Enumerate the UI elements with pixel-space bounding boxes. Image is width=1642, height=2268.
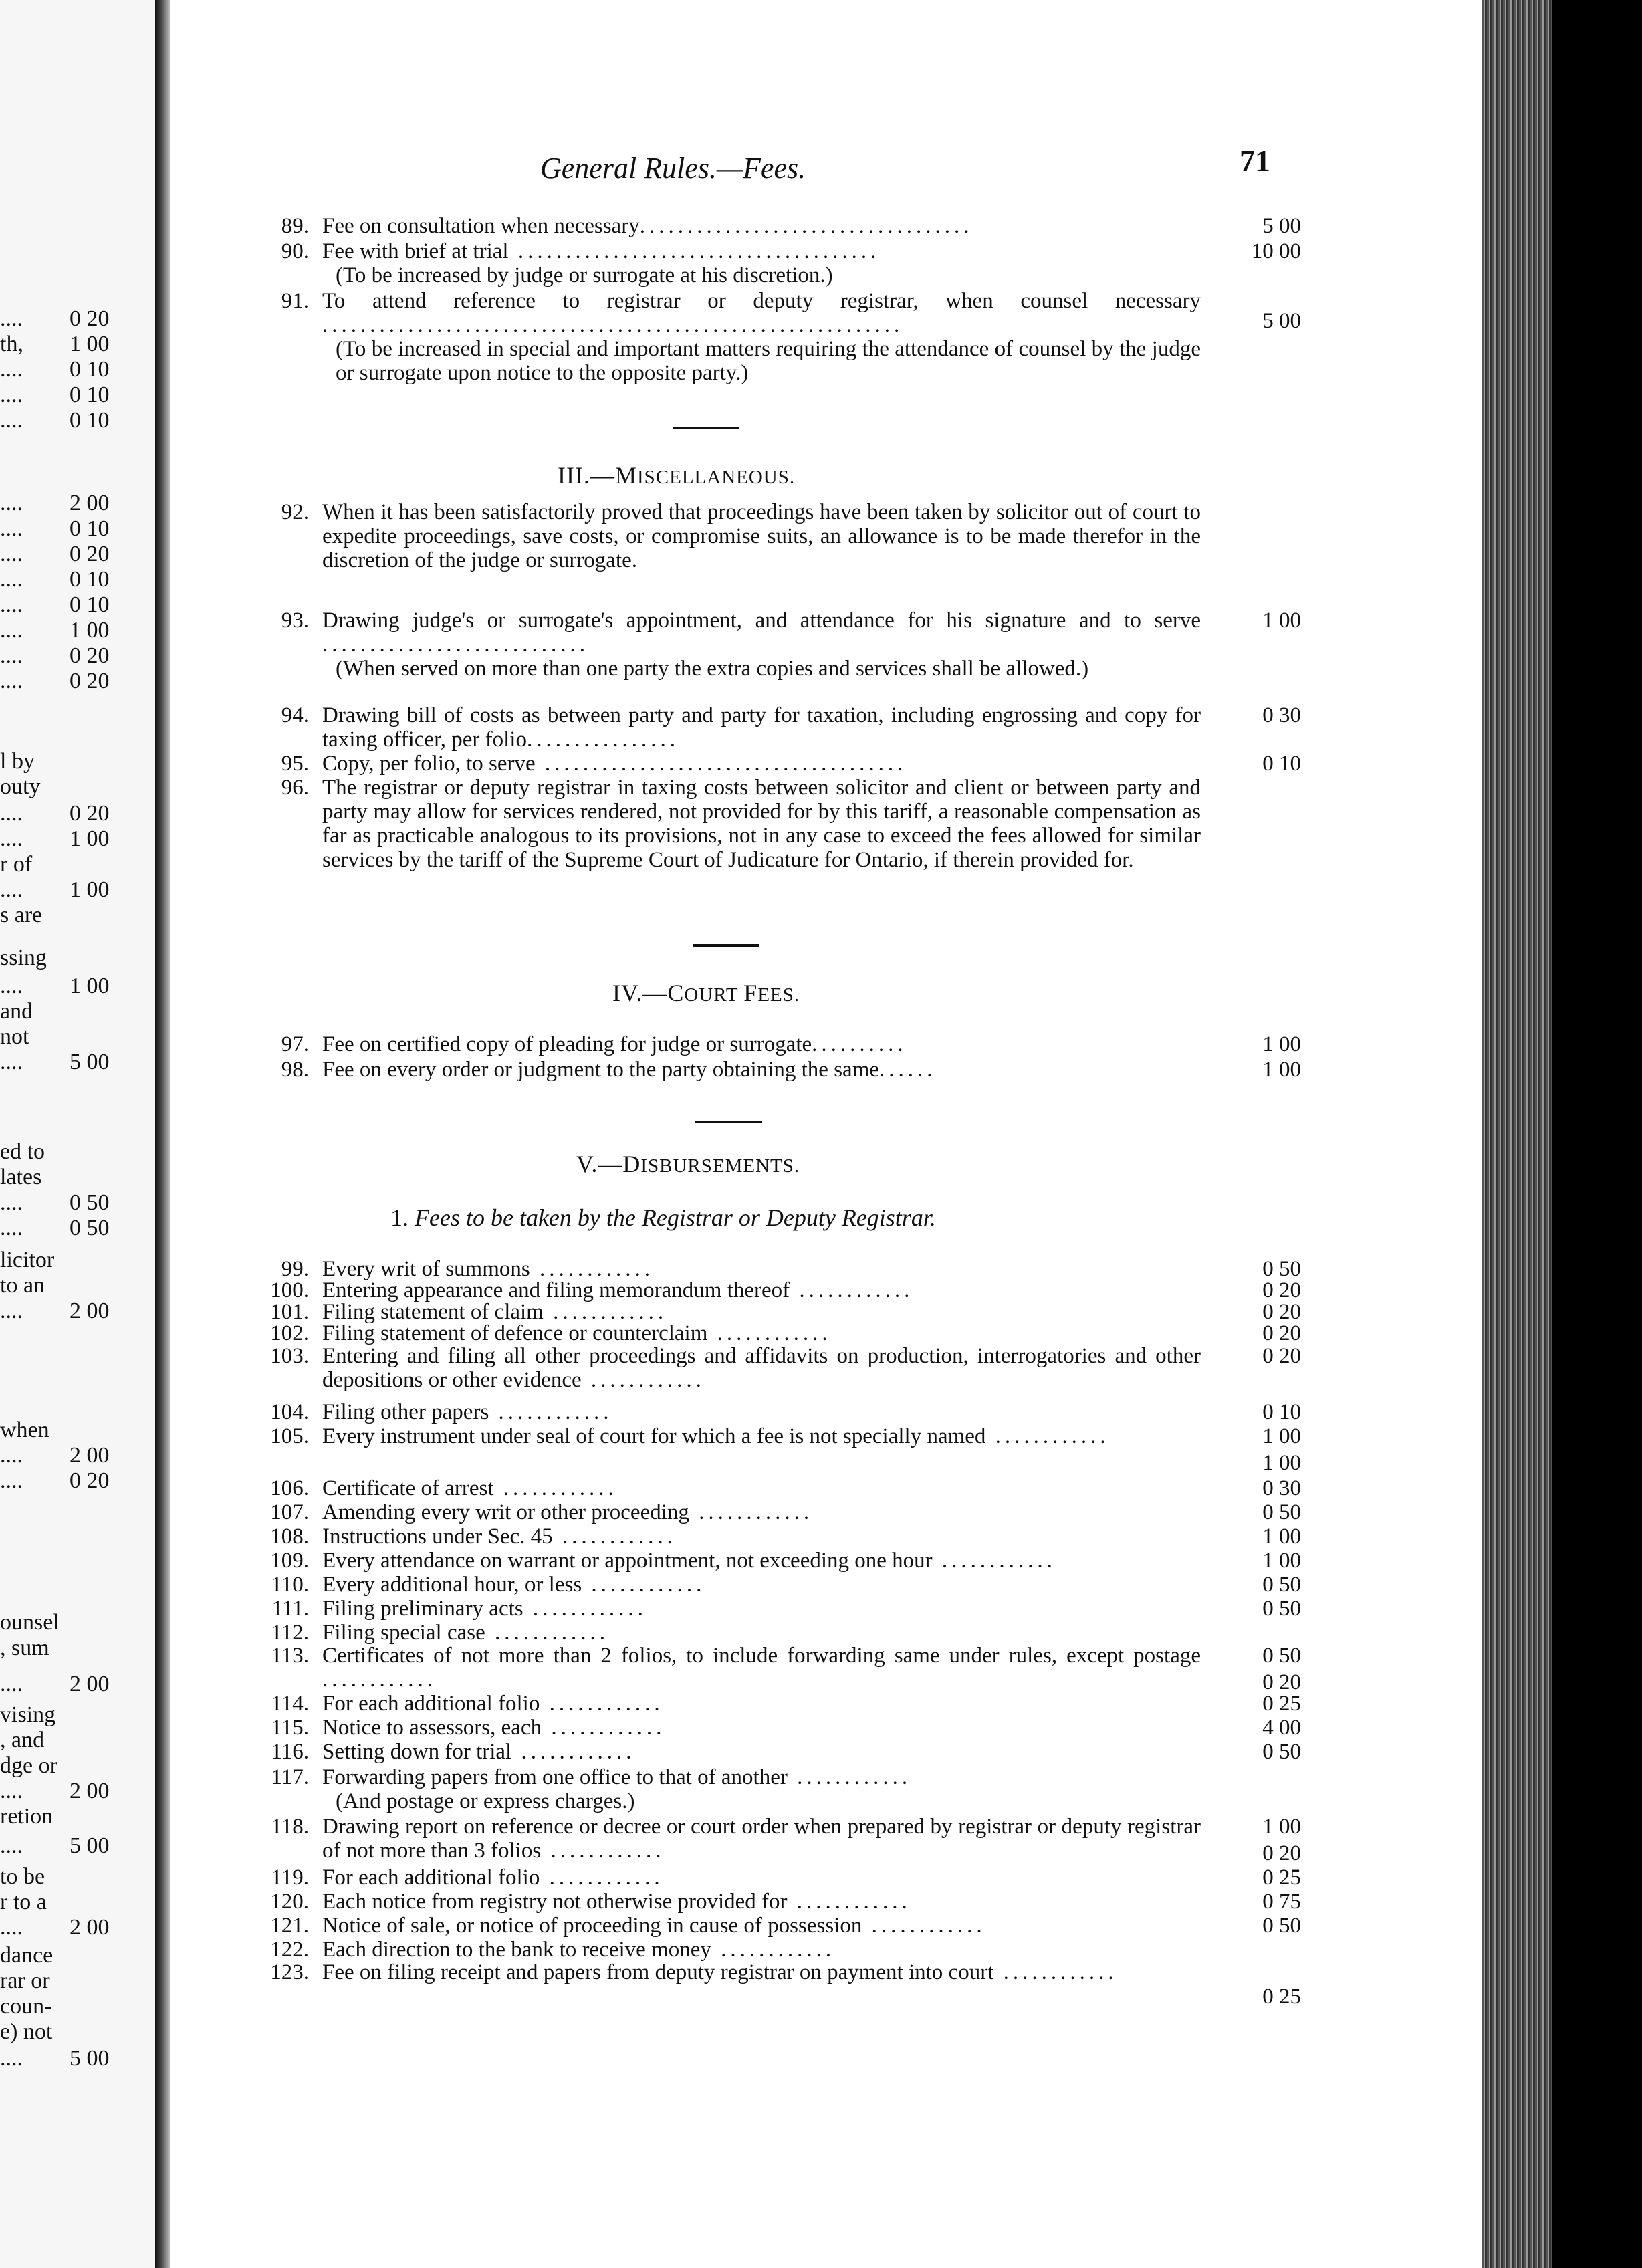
entry-amount: 0 20 xyxy=(1262,1278,1301,1302)
misc-entry-96: 96. The registrar or deputy registrar in taxing costs between solicitor and client or between party and party may allow for services rendered, not provided for by this tariff, a reasonable compensation as far as practicable analogous to its provisions, not in any case to exceed the fees allowed for similar services by the tariff of the Supreme Court of Judicature for Ontario, if therein provided for. xyxy=(281,776,1201,872)
facing-page-text: .... xyxy=(0,643,23,668)
facing-page-amount: 5 00 xyxy=(70,1833,110,1858)
facing-page-text: e) not xyxy=(0,2019,53,2044)
disbursement-entry-103 xyxy=(258,1344,1301,1395)
entry-amount: 0 25 xyxy=(1262,1692,1301,1716)
facing-page-amount: 0 20 xyxy=(70,306,110,331)
page-number: 71 xyxy=(1240,144,1270,178)
entry-number: 115. xyxy=(271,1716,309,1740)
facing-page-text: r of xyxy=(0,852,33,877)
entry-number: 122. xyxy=(270,1938,309,1962)
entry-text: Notice to assessors, each ............ xyxy=(322,1716,666,1740)
entry-number: 113. xyxy=(271,1643,309,1668)
facing-page-amount: 0 50 xyxy=(70,1216,110,1240)
facing-page-text: .... xyxy=(0,491,23,516)
entry-number: 109. xyxy=(270,1549,309,1573)
entry-number: 123. xyxy=(270,1960,309,1984)
facing-page-amount: 1 00 xyxy=(70,877,110,902)
book-page xyxy=(170,0,1482,2268)
disbursement-entry-108 xyxy=(258,1524,1301,1551)
entry-number: 120. xyxy=(270,1890,309,1914)
facing-page-text: .... xyxy=(0,1216,23,1240)
facing-page-text: .... xyxy=(0,592,23,617)
book-gutter xyxy=(155,0,170,2268)
facing-page-text: .... xyxy=(0,669,23,693)
entry-text: Filing preliminary acts ............ xyxy=(322,1597,647,1621)
entry-text: Certificates of not more than 2 folios, to include forwarding same under rules, except postage ............ xyxy=(322,1643,1201,1692)
facing-page-amount: 5 00 xyxy=(70,1050,110,1074)
entry-number: 107. xyxy=(270,1500,309,1524)
section-title-disbursements: V.—DISBURSEMENTS. xyxy=(576,1151,800,1177)
entry-text: For each additional folio ............ xyxy=(322,1692,664,1716)
facing-page-text: ounsel xyxy=(0,1610,60,1635)
entry-amount: 0 50 xyxy=(1262,1573,1301,1597)
facing-page-amount: 0 20 xyxy=(70,1468,110,1493)
facing-page-text: .... xyxy=(0,1915,23,1940)
facing-page-text: , and xyxy=(0,1728,45,1752)
facing-page-text: .... xyxy=(0,1833,23,1858)
facing-page-text: .... xyxy=(0,567,23,592)
entry-amount: 1 00 xyxy=(1262,1451,1301,1475)
entry-amount: 0 50 xyxy=(1262,1643,1301,1668)
entry-text: Entering and filing all other proceedings and affidavits on production, interrogatories and other depositions or other evidence ............ xyxy=(322,1344,1201,1392)
entry-amount: 0 50 xyxy=(1262,1740,1301,1764)
disbursement-entry-121 xyxy=(258,1914,1301,1940)
fee-entry-90: 90. Fee with brief at trial ...................................... (To be increased by judge or surrogate at his discretion.) 10 00 xyxy=(281,239,1301,288)
facing-page-amount: 2 00 xyxy=(70,1779,110,1803)
facing-page-text: vising xyxy=(0,1702,56,1727)
entry-text: Filing statement of claim ............ xyxy=(322,1300,668,1324)
facing-page-text: and xyxy=(0,999,33,1024)
entry-text: Certificate of arrest ............ xyxy=(322,1476,618,1500)
entry-number: 108. xyxy=(270,1524,309,1549)
entry-text: Filing special case ............ xyxy=(322,1621,610,1645)
page-edges xyxy=(1482,0,1552,2268)
entry-text: Notice of sale, or notice of proceeding in cause of possession ............ xyxy=(322,1914,986,1938)
disbursement-entry-123 xyxy=(258,1960,1301,2011)
fee-entry-91: 91. To attend reference to registrar or deputy registrar, when counsel necessary ............................................................. (To be increased in special and important matters requiring the attendance of counsel by the judge or surrogate upon notice to the opposite party.) 5 00 xyxy=(281,289,1301,385)
facing-page-text: when xyxy=(0,1418,49,1442)
disbursement-entry-110 xyxy=(258,1573,1301,1599)
facing-page-text: lates xyxy=(0,1165,42,1189)
facing-page-amount: 0 20 xyxy=(70,801,110,826)
entry-text: Filing other papers ............ xyxy=(322,1400,613,1424)
facing-page-amount: 2 00 xyxy=(70,1915,110,1940)
facing-page-amount: 0 10 xyxy=(70,382,110,407)
facing-page-fragment xyxy=(0,0,155,2268)
section-title-court-fees: IV.—COURT FEES. xyxy=(612,980,800,1006)
entry-text: Entering appearance and filing memorandum thereof ............ xyxy=(322,1278,914,1302)
facing-page-text: rar or xyxy=(0,1968,50,1993)
entry-text: Every writ of summons ............ xyxy=(322,1257,654,1281)
section-divider xyxy=(673,427,739,429)
facing-page-amount: 2 00 xyxy=(70,1298,110,1323)
entry-amount: 4 00 xyxy=(1262,1716,1301,1740)
entry-number: 118. xyxy=(271,1815,309,1839)
entry-number: 110. xyxy=(271,1573,309,1597)
page-header xyxy=(170,144,1482,191)
entry-text: Forwarding papers from one office to that of another ............ (And postage or express charges.) xyxy=(322,1765,1201,1813)
entry-text: Instructions under Sec. 45 ............ xyxy=(322,1524,677,1549)
disbursement-entry-115 xyxy=(258,1716,1301,1742)
facing-page-text: .... xyxy=(0,2046,23,2071)
entry-text: Every additional hour, or less ............ xyxy=(322,1573,706,1597)
disbursement-extra-amount xyxy=(258,1841,1301,1868)
entry-amount: 1 00 xyxy=(1262,1815,1301,1839)
section-divider xyxy=(693,944,759,947)
entry-text: Every instrument under seal of court for which a fee is not specially named ............ xyxy=(322,1424,1110,1448)
entry-amount: 0 50 xyxy=(1262,1597,1301,1621)
entry-number: 104. xyxy=(270,1400,309,1424)
facing-page-text: .... xyxy=(0,1298,23,1323)
facing-page-amount: 0 20 xyxy=(70,669,110,693)
facing-page-text: .... xyxy=(0,1468,23,1493)
facing-page-amount: 0 10 xyxy=(70,592,110,617)
disbursement-entry-104 xyxy=(258,1400,1301,1427)
facing-page-text: s are xyxy=(0,903,43,927)
facing-page-text: ssing xyxy=(0,945,47,970)
disbursement-entry-106 xyxy=(258,1476,1301,1503)
misc-entry-94: 94. Drawing bill of costs as between party and party for taxation, including engrossing and copy for taxing officer, per folio................ 0 30 xyxy=(281,703,1301,752)
entry-text: Amending every writ or other proceeding ............ xyxy=(322,1500,814,1524)
entry-number: 121. xyxy=(270,1914,309,1938)
facing-page-text: coun- xyxy=(0,1994,52,2019)
entry-text: Each direction to the bank to receive money ............ xyxy=(322,1938,836,1962)
subsection-title: 1. Fees to be taken by the Registrar or Deputy Registrar. xyxy=(390,1204,936,1231)
entry-text: Drawing report on reference or decree or court order when prepared by registrar or deputy registrar of not more than 3 folios ............ xyxy=(322,1815,1201,1863)
section-title-miscellaneous: III.—MISCELLANEOUS. xyxy=(558,462,796,489)
misc-entry-93: 93. Drawing judge's or surrogate's appointment, and attendance for his signature and to serve ............................ (When served on more than one party the extra copies and services shall be allowed.) 1 00 xyxy=(281,608,1301,681)
entry-number: 112. xyxy=(271,1621,309,1645)
facing-page-amount: 2 00 xyxy=(70,1672,110,1696)
facing-page-text: dge or xyxy=(0,1753,57,1778)
entry-note: (And postage or express charges.) xyxy=(336,1789,635,1813)
facing-page-amount: 0 20 xyxy=(70,542,110,566)
section-divider xyxy=(695,1121,762,1123)
facing-page-amount: 0 10 xyxy=(70,516,110,541)
disbursement-entry-117 xyxy=(258,1765,1301,1816)
entry-number: 114. xyxy=(271,1692,309,1716)
facing-page-amount: 2 00 xyxy=(70,491,110,516)
entry-number: 101. xyxy=(270,1300,309,1324)
entry-number: 106. xyxy=(270,1476,309,1500)
facing-page-text: .... xyxy=(0,1672,23,1696)
facing-page-text: .... xyxy=(0,516,23,541)
facing-page-text: to be xyxy=(0,1864,45,1889)
facing-page-amount: 1 00 xyxy=(70,618,110,643)
facing-page-text: retion xyxy=(0,1804,53,1829)
entry-number: 117. xyxy=(271,1765,309,1789)
entry-amount: 0 75 xyxy=(1262,1890,1301,1914)
entry-amount: 1 00 xyxy=(1262,1424,1301,1448)
fee-entry-89: 89. Fee on consultation when necessary................................... 5 00 xyxy=(281,214,1301,238)
entry-amount: 0 10 xyxy=(1262,1400,1301,1424)
facing-page-text: l by xyxy=(0,749,35,774)
facing-page-text: .... xyxy=(0,1050,23,1074)
facing-page-amount: 2 00 xyxy=(70,1443,110,1468)
entry-number: 99. xyxy=(281,1257,309,1281)
facing-page-text: dance xyxy=(0,1943,53,1968)
facing-page-text: to an xyxy=(0,1273,45,1298)
entry-number: 102. xyxy=(270,1321,309,1345)
entry-text: Filing statement of defence or counterclaim ............ xyxy=(322,1321,832,1345)
facing-page-amount: 1 00 xyxy=(70,826,110,851)
facing-page-text: .... xyxy=(0,357,23,382)
entry-amount: 0 50 xyxy=(1262,1500,1301,1524)
facing-page-amount: 0 50 xyxy=(70,1190,110,1215)
entry-amount: 0 20 xyxy=(1262,1344,1301,1368)
entry-number: 100. xyxy=(270,1278,309,1302)
entry-text: Every attendance on warrant or appointment, not exceeding one hour ............ xyxy=(322,1549,1056,1573)
entry-amount: 0 20 xyxy=(1262,1670,1301,1694)
disbursement-entry-119 xyxy=(258,1865,1301,1892)
facing-page-text: .... xyxy=(0,1779,23,1803)
disbursement-entry-120 xyxy=(258,1890,1301,1916)
facing-page-amount: 0 10 xyxy=(70,357,110,382)
entry-amount: 0 20 xyxy=(1262,1321,1301,1345)
facing-page-text: .... xyxy=(0,1190,23,1215)
entry-amount: 0 50 xyxy=(1262,1914,1301,1938)
entry-number: 116. xyxy=(271,1740,309,1764)
facing-page-text: .... xyxy=(0,826,23,851)
scan-background xyxy=(1552,0,1642,2268)
entry-amount: 0 25 xyxy=(1262,1865,1301,1890)
facing-page-text: .... xyxy=(0,618,23,643)
facing-page-amount: 1 00 xyxy=(70,332,110,356)
facing-page-amount: 1 00 xyxy=(70,974,110,998)
misc-entry-95: 95. Copy, per folio, to serve ...................................... 0 10 xyxy=(281,752,1301,776)
court-entry-97: 97. Fee on certified copy of pleading for judge or surrogate.......... 1 00 xyxy=(281,1032,1301,1056)
facing-page-text: r to a xyxy=(0,1890,47,1914)
entry-text: Fee on filing receipt and papers from deputy registrar on payment into court ............ xyxy=(322,1960,1118,1984)
disbursement-entry-116 xyxy=(258,1740,1301,1767)
facing-page-text: .... xyxy=(0,974,23,998)
entry-number: 105. xyxy=(270,1424,309,1448)
running-head: General Rules.—Fees. xyxy=(540,152,806,185)
facing-page-text: outy xyxy=(0,774,41,799)
facing-page-text: .... xyxy=(0,306,23,331)
facing-page-text: .... xyxy=(0,408,23,433)
entry-amount: 0 30 xyxy=(1262,1476,1301,1500)
entry-text: For each additional folio ............ xyxy=(322,1865,664,1890)
entry-text: Each notice from registry not otherwise provided for ............ xyxy=(322,1890,911,1914)
facing-page-text: ed to xyxy=(0,1139,45,1164)
entry-amount: 0 20 xyxy=(1262,1841,1301,1865)
facing-page-text: .... xyxy=(0,801,23,826)
entry-amount: 0 25 xyxy=(1262,1984,1301,2009)
entry-number: 103. xyxy=(270,1344,309,1368)
disbursement-extra-amount xyxy=(258,1451,1301,1478)
facing-page-text: not xyxy=(0,1024,29,1049)
facing-page-text: .... xyxy=(0,1443,23,1468)
facing-page-text: .... xyxy=(0,877,23,902)
misc-entry-92: 92. When it has been satisfactorily proved that proceedings have been taken by solicitor out of court to expedite proceedings, save costs, or compromise suits, an allowance is to be made therefor in the discretion of the judge or surrogate. xyxy=(281,500,1201,572)
court-entry-98: 98. Fee on every order or judgment to the party obtaining the same...... 1 00 xyxy=(281,1058,1301,1082)
entry-amount: 1 00 xyxy=(1262,1524,1301,1549)
disbursement-entry-111 xyxy=(258,1597,1301,1623)
facing-page-amount: 0 20 xyxy=(70,643,110,668)
disbursement-entry-107 xyxy=(258,1500,1301,1527)
disbursement-entry-109 xyxy=(258,1549,1301,1575)
facing-page-text: , sum xyxy=(0,1635,49,1660)
entry-amount: 0 50 xyxy=(1262,1257,1301,1281)
entry-amount: 1 00 xyxy=(1262,1549,1301,1573)
facing-page-text: licitor xyxy=(0,1248,55,1272)
entry-number: 111. xyxy=(271,1597,309,1621)
entry-amount: 0 20 xyxy=(1262,1300,1301,1324)
entry-text: Setting down for trial ............ xyxy=(322,1740,636,1764)
disbursement-entry-114 xyxy=(258,1692,1301,1718)
facing-page-text: .... xyxy=(0,382,23,407)
entry-number: 119. xyxy=(271,1865,309,1890)
facing-page-amount: 0 10 xyxy=(70,567,110,592)
facing-page-amount: 0 10 xyxy=(70,408,110,433)
facing-page-text: th, xyxy=(0,332,23,356)
facing-page-text: .... xyxy=(0,542,23,566)
facing-page-amount: 5 00 xyxy=(70,2046,110,2071)
